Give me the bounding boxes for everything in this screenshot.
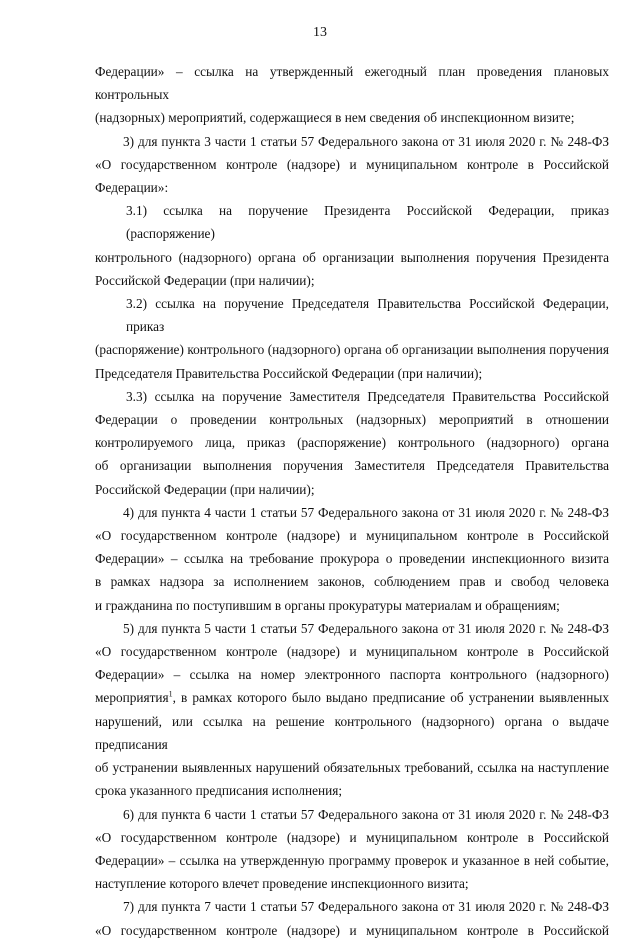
text-line: в рамках надзора за исполнением законов, соблюдением прав и свобод человека bbox=[95, 574, 609, 590]
text-line: нарушений, или ссылка на решение контрольного (надзорного) органа о выдаче предписания bbox=[95, 713, 609, 752]
text-line: 7) для пункта 7 части 1 статьи 57 Федерального закона от 31 июля 2020 г. № 248-ФЗ bbox=[123, 899, 609, 915]
text-line: контрольного (надзорного) органа об организации выполнения поручения Президента bbox=[95, 249, 609, 265]
text-line: «О государственном контроле (надзоре) и муниципальном контроле в Российской bbox=[95, 829, 609, 845]
text-line: Федерации»: bbox=[95, 180, 169, 196]
paragraph-item-3-1 bbox=[95, 199, 609, 292]
text-line: Федерации» – ссылка на требование прокурора о проведении инспекционного визита bbox=[95, 551, 609, 567]
paragraph-item-3-3 bbox=[95, 385, 609, 501]
text-line: 6) для пункта 6 части 1 статьи 57 Федерального закона от 31 июля 2020 г. № 248-ФЗ bbox=[123, 806, 609, 822]
text-line: 5) для пункта 5 части 1 статьи 57 Федерального закона от 31 июля 2020 г. № 248-ФЗ bbox=[123, 620, 609, 636]
paragraph-continuation bbox=[95, 60, 609, 130]
text-line: 4) для пункта 4 части 1 статьи 57 Федерального закона от 31 июля 2020 г. № 248-ФЗ bbox=[123, 504, 609, 520]
text-line: Федерации» – ссылка на утвержденный ежегодный план проведения плановых контрольных bbox=[95, 64, 609, 103]
text-fragment: , в рамках которого было выдано предписание об устранении выявленных bbox=[172, 690, 609, 706]
paragraph-item-3-2 bbox=[95, 292, 609, 385]
text-line: «О государственном контроле (надзоре) и муниципальном контроле в Российской bbox=[95, 922, 609, 938]
page-number: 13 bbox=[313, 25, 327, 40]
text-line-with-footnote bbox=[95, 686, 609, 709]
text-line: Российской Федерации (при наличии); bbox=[95, 272, 315, 288]
text-line: 3.2) ссылка на поручение Председателя Правительства Российской Федерации, приказ bbox=[126, 296, 609, 335]
text-line: Российской Федерации (при наличии); bbox=[95, 481, 315, 497]
document-body bbox=[95, 60, 609, 942]
paragraph-item-5 bbox=[95, 617, 609, 803]
text-line: об организации выполнения поручения Заместителя Председателя Правительства bbox=[95, 458, 609, 474]
text-line: Федерации» – ссылка на номер электронного паспорта контрольного (надзорного) bbox=[95, 667, 609, 683]
text-line: 3.1) ссылка на поручение Президента Российской Федерации, приказ (распоряжение) bbox=[126, 203, 609, 242]
text-line: «О государственном контроле (надзоре) и муниципальном контроле в Российской bbox=[95, 156, 609, 172]
text-line: (распоряжение) контрольного (надзорного) органа об организации выполнения поручения bbox=[95, 342, 609, 358]
text-line: Федерации» – ссылка на утвержденную программу проверок и указанное в ней событие, bbox=[95, 852, 609, 868]
text-line: 3.3) ссылка на поручение Заместителя Председателя Правительства Российской bbox=[126, 388, 609, 404]
text-line: срока указанного предписания исполнения; bbox=[95, 783, 343, 799]
paragraph-item-6 bbox=[95, 803, 609, 896]
footnote-marker[interactable]: 1 bbox=[168, 690, 173, 700]
text-fragment: мероприятия bbox=[95, 690, 169, 706]
text-line: и гражданина по поступившим в органы прокуратуры материалам и обращениям; bbox=[95, 597, 560, 613]
paragraph-item-3 bbox=[95, 130, 609, 200]
text-line: Федерации о проведении контрольных (надзорных) мероприятий в отношении bbox=[95, 412, 609, 428]
text-line: об устранении выявленных нарушений обязательных требований, ссылка на наступление bbox=[95, 760, 609, 776]
text-line: «О государственном контроле (надзоре) и муниципальном контроле в Российской bbox=[95, 644, 609, 660]
text-line: наступление которого влечет проведение инспекционного визита; bbox=[95, 876, 469, 892]
text-line: контролируемого лица, приказ (распоряжение) контрольного (надзорного) органа bbox=[95, 435, 609, 451]
text-line: Председателя Правительства Российской Федерации (при наличии); bbox=[95, 365, 483, 381]
text-line: 3) для пункта 3 части 1 статьи 57 Федерального закона от 31 июля 2020 г. № 248-ФЗ bbox=[123, 133, 609, 149]
text-line: «О государственном контроле (надзоре) и муниципальном контроле в Российской bbox=[95, 528, 609, 544]
paragraph-item-4 bbox=[95, 501, 609, 617]
text-line: (надзорных) мероприятий, содержащиеся в нем сведения об инспекционном визите; bbox=[95, 110, 575, 126]
paragraph-item-7 bbox=[95, 895, 609, 941]
